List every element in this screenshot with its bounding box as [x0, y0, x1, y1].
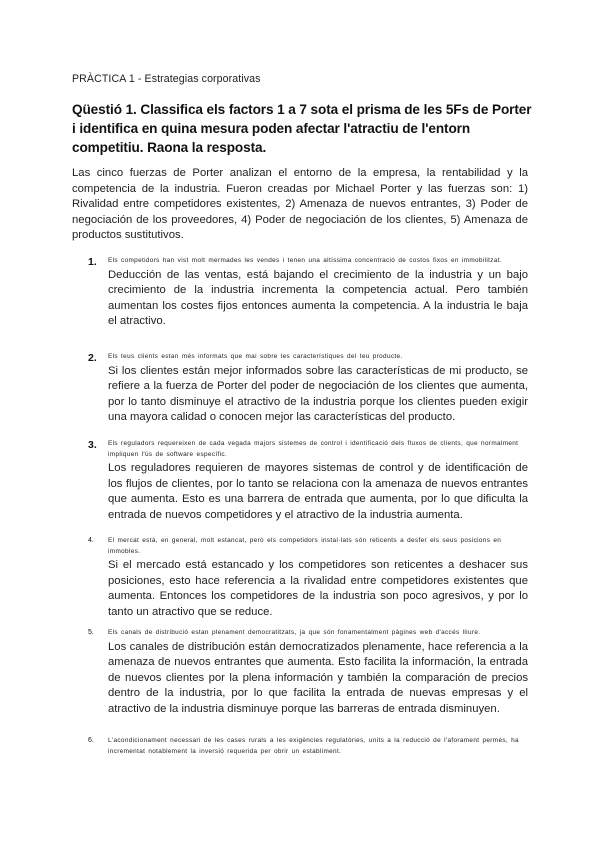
intro-paragraph: Las cinco fuerzas de Porter analizan el entorno de la empresa, la rentabilidad y la competencia de la industria. Fueron creadas por Michael Porter y las fuerzas son: 1) Rivalidad entre competidores existentes, 2) Amenaza de nuevos entrantes, 3) Poder de negociación de los proveedores, 4) Poder de negociación de los clientes, 5) Amenaza de productos sustitutivos.: [72, 167, 528, 242]
item-number: 1.: [88, 256, 97, 268]
list-item: [88, 439, 528, 523]
item-answer: Los canales de distribución están democratizados plenamente, hace referencia a la amenaza de nuevos entrantes que aumenta. Esto facilita la información, la entrada de nuevos clientes por la plena información y también la comparación de precios dentro de la industria, por lo que facilita la entrada de nuevas empresas y el atractivo de la industria disminuye porque las barreras de entrada disminuyen.: [108, 640, 528, 715]
item-number: 3.: [88, 439, 97, 451]
item-answer: Deducción de las ventas, está bajando el crecimiento de la industria y un bajo crecimiento de la industria incrementa la competencia actual. Pero también aumentan los costes fijos entonces aumenta la competencia. A la industria le baja el atractivo.: [108, 268, 528, 327]
list-item: [88, 536, 528, 620]
item-statement: Els reguladors requereixen de cada vegada majors sistemes de control i identificació dels fluxos de clients, que normalment impliquen l'ús de software específic.: [108, 440, 519, 458]
item-statement: El mercat està, en general, molt estancat, però els competidors instal·lats són reticents a desfer els seus posicions en immobles.: [108, 537, 502, 555]
list-item: [88, 256, 528, 330]
course-header: PRÀCTICA 1 - Estrategias corporativas: [72, 73, 261, 85]
item-statement: L'acondicionament necessari de les cases rurals a les exigències regulatòries, units a la reducció de l'aforament permès, ha incrementat notablement la inversió requerida per obrir un establiment.: [108, 737, 519, 755]
item-answer: Si los clientes están mejor informados sobre las características de mi producto, se refiere a la fuerza de Porter del poder de negociación de los clientes que aumenta, por lo tanto disminuye el atractivo de la industria porque los clientes pueden exigir una mayora calidad o conocen mejor las características del producto.: [108, 364, 528, 423]
question-title: Qüestió 1. Classifica els factors 1 a 7 sota el prisma de les 5Fs de Porter i identifica en quina mesura poden afectar l'atractiu de l'entorn competitiu. Raona la resposta.: [72, 102, 532, 155]
item-statement: Els teus clients estan més informats que mai sobre les característiques del teu producte.: [108, 353, 403, 360]
list-item: [88, 736, 528, 758]
item-statement: Els competidors han vist molt mermades les vendes i tenen una altíssima concentració de costos fixos en immobilitzat.: [108, 257, 502, 264]
item-number: 6.: [88, 737, 94, 744]
list-item: [88, 628, 528, 717]
item-answer: Los reguladores requieren de mayores sistemas de control y de identificación de los flujos de clientes, por lo tanto se relaciona con la amenaza de nuevos entrantes que aumenta. Esto es una barrera de entrada que aumenta, por lo que dificulta la entrada de nuevos competidores y el atractivo de la industria aumenta.: [108, 462, 528, 521]
item-answer: Si el mercado está estancado y los competidores son reticentes a deshacer sus posiciones, esto hace referencia a la rivalidad entre competidores existentes que aumenta. Entonces los competidores de la industria son poco agresivos, y por lo tanto un atractivo que se reduce.: [108, 559, 528, 618]
item-number: 4.: [88, 537, 94, 544]
list-item: [88, 352, 528, 426]
item-statement: Els canals de distribució estan plenament democratitzats, ja que són fonamentalment pàgines web d'accés lliure.: [108, 629, 481, 636]
item-number: 2.: [88, 352, 97, 364]
item-number: 5.: [88, 629, 94, 636]
